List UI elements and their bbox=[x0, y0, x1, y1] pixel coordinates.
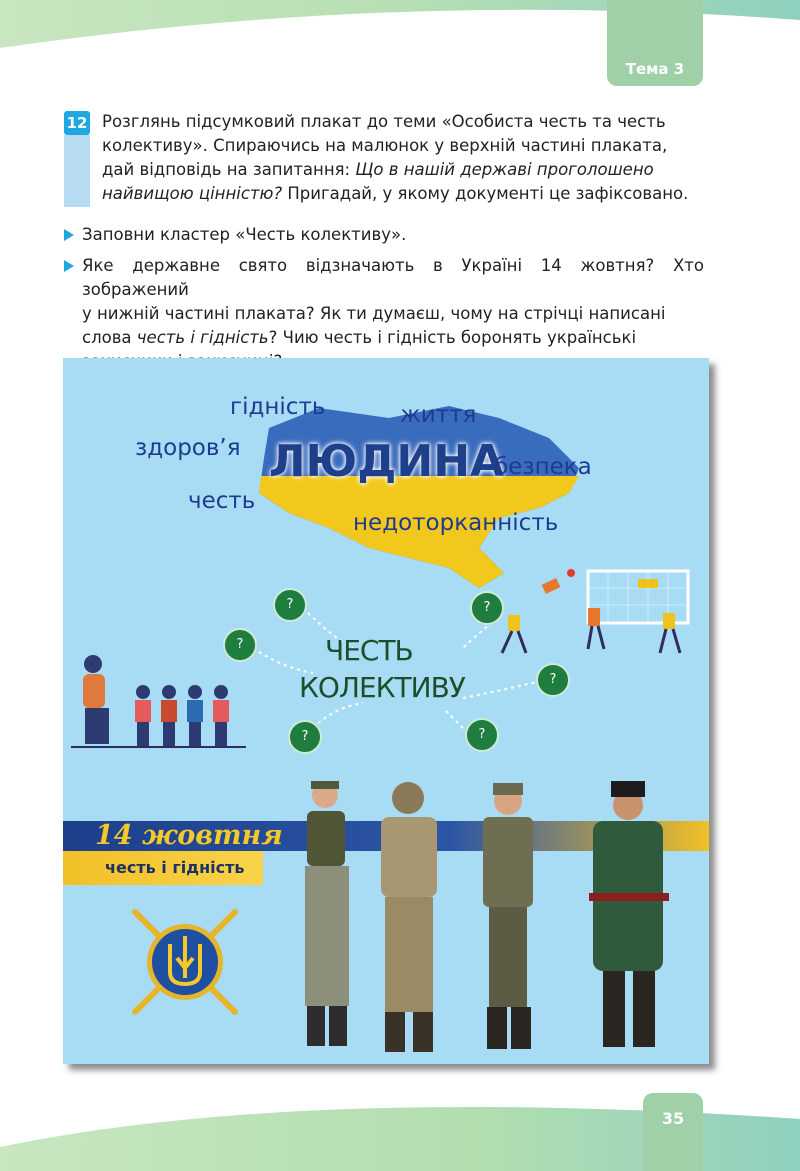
task-line-1: Розглянь підсумковий плакат до теми «Особиста честь та честь bbox=[102, 112, 666, 131]
bullet-1-text: Заповни кластер «Честь колективу». bbox=[82, 225, 407, 244]
page-number: 35 bbox=[661, 1109, 685, 1128]
trident-emblem-icon bbox=[125, 902, 245, 1022]
word-life: життя bbox=[400, 402, 477, 428]
question-bubble: ? bbox=[223, 628, 257, 662]
theme-label: Тема 3 bbox=[625, 60, 685, 78]
word-health: здоров’я bbox=[135, 435, 241, 461]
task-number: 12 bbox=[64, 111, 90, 135]
question-bubble: ? bbox=[465, 718, 499, 752]
word-honor: честь bbox=[188, 488, 256, 514]
word-inviolability: недоторканність bbox=[353, 510, 559, 536]
football-players-illustration bbox=[488, 563, 703, 663]
question-bubble: ? bbox=[536, 663, 570, 697]
task-line-2: колективу». Спираючись на малюнок у верхній частині плаката, bbox=[102, 136, 668, 155]
bullet-2-text: Яке державне свято відзначають в Україні 14 жовтня? Хто зображений у нижній частині плаката? Як ти думаєш, чому на стрічці написані слова честь і гідність? Чию честь і гідність боронять українські bbox=[82, 256, 704, 347]
question-bubble: ? bbox=[470, 591, 504, 625]
ribbon-date: 14 жовтня bbox=[95, 820, 283, 851]
word-safety: безпека bbox=[494, 454, 592, 480]
task-line-4: найвищою цінністю? Пригадай, у якому документі це зафіксовано. bbox=[102, 184, 689, 203]
task-question-part-1: Що в нашій державі проголошено bbox=[355, 160, 654, 179]
task-text bbox=[102, 110, 704, 206]
task-question-part-2: найвищою цінністю? bbox=[102, 184, 283, 203]
theme-tab bbox=[607, 0, 703, 86]
word-dignity: гідність bbox=[230, 394, 326, 420]
question-bubble: ? bbox=[288, 720, 322, 754]
center-word: ЛЮДИНА bbox=[269, 436, 505, 487]
task-number-bar bbox=[64, 135, 90, 207]
cluster-title-line-2: КОЛЕКТИВУ bbox=[299, 671, 465, 704]
bullet-triangle-icon bbox=[64, 260, 74, 272]
bullet-triangle-icon bbox=[64, 229, 74, 241]
summary-poster bbox=[63, 358, 709, 1064]
teacher-class-illustration bbox=[71, 650, 246, 750]
question-bubble: ? bbox=[273, 588, 307, 622]
defenders-illustration bbox=[293, 773, 703, 1063]
ribbon-text: честь і гідність bbox=[105, 858, 245, 877]
cluster-title-line-1: ЧЕСТЬ bbox=[325, 634, 413, 667]
page-number-box bbox=[643, 1093, 703, 1171]
task-line-3: дай відповідь на запитання: Що в нашій державі проголошено bbox=[102, 160, 654, 179]
